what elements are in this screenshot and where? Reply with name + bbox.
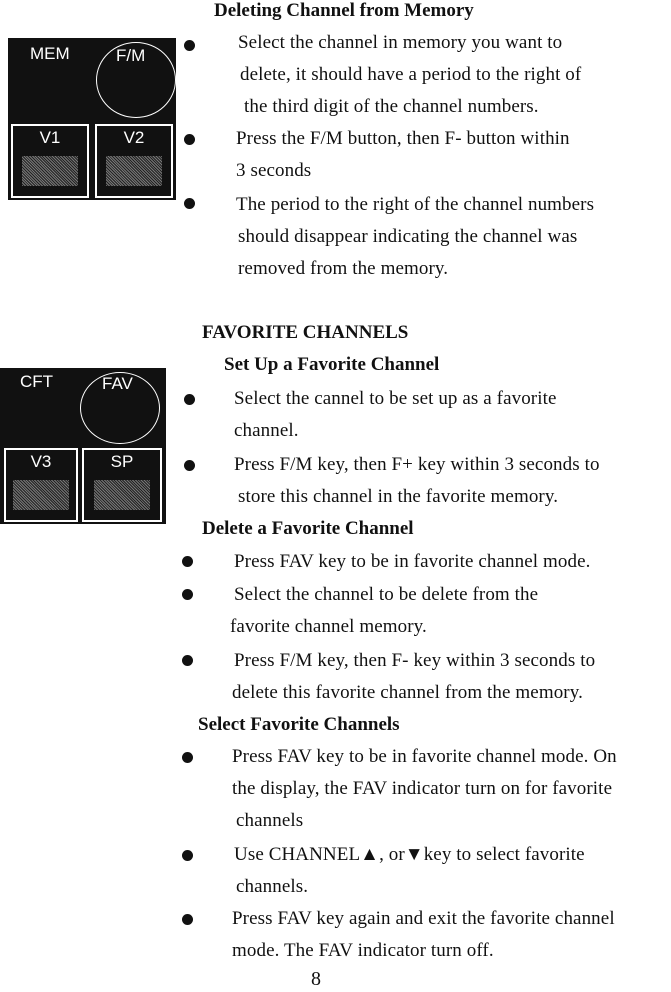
page-number: 8 <box>311 968 321 990</box>
keypad-mem-fm <box>8 38 176 200</box>
keypad-cft-fav <box>0 368 166 524</box>
v1-button <box>11 124 89 198</box>
v3-button-face <box>13 480 69 510</box>
bullet <box>182 655 193 666</box>
cft-label: CFT <box>20 372 54 391</box>
bullet <box>182 589 193 600</box>
deleting-line: removed from the memory. <box>238 258 449 279</box>
select-favorite-line: Press FAV key to be in favorite channel mode. On <box>232 746 617 767</box>
sp-button <box>82 448 162 522</box>
deleting-title: Deleting Channel from Memory <box>214 0 474 21</box>
v1-label: V1 <box>39 128 61 147</box>
select-favorite-line: Press FAV key again and exit the favorite channel <box>232 908 615 929</box>
bullet <box>182 752 193 763</box>
select-favorite-line: mode. The FAV indicator turn off. <box>232 940 494 961</box>
sp-label: SP <box>110 452 134 471</box>
bullet <box>184 134 195 145</box>
setup-line: store this channel in the favorite memory. <box>238 486 559 507</box>
deleting-line: Press the F/M button, then F- button within <box>236 128 570 149</box>
setup-line: channel. <box>234 420 299 441</box>
v2-button <box>95 124 173 198</box>
select-favorite-title: Select Favorite Channels <box>198 714 400 735</box>
mem-label: MEM <box>30 44 70 63</box>
favorite-title: FAVORITE CHANNELS <box>202 322 409 343</box>
setup-line: Select the cannel to be set up as a favorite <box>234 388 557 409</box>
sp-button-face <box>94 480 150 510</box>
select-favorite-line: the display, the FAV indicator turn on for favorite <box>232 778 613 799</box>
v1-button-face <box>22 156 78 186</box>
select-favorite-line: channels. <box>236 876 309 897</box>
deleting-line: The period to the right of the channel numbers <box>236 194 595 215</box>
deleting-line: should disappear indicating the channel was <box>238 226 578 247</box>
delete-favorite-title: Delete a Favorite Channel <box>202 518 414 539</box>
fm-label: F/M <box>116 46 146 65</box>
v2-label: V2 <box>123 128 145 147</box>
bullet <box>184 460 195 471</box>
deleting-line: 3 seconds <box>236 160 312 181</box>
delete-favorite-line: Press FAV key to be in favorite channel mode. <box>234 551 591 572</box>
setup-line: Press F/M key, then F+ key within 3 seconds to <box>234 454 600 475</box>
delete-favorite-line: favorite channel memory. <box>230 616 427 637</box>
delete-favorite-line: Select the channel to be delete from the <box>234 584 539 605</box>
setup-title: Set Up a Favorite Channel <box>224 354 440 375</box>
bullet <box>184 198 195 209</box>
v3-button <box>4 448 78 522</box>
select-favorite-line: channels <box>236 810 304 831</box>
bullet <box>182 556 193 567</box>
bullet <box>182 850 193 861</box>
deleting-line: Select the channel in memory you want to <box>238 32 563 53</box>
bullet <box>182 914 193 925</box>
delete-favorite-line: delete this favorite channel from the memory. <box>232 682 583 703</box>
bullet <box>184 40 195 51</box>
bullet <box>184 394 195 405</box>
select-favorite-line: Use CHANNEL▲, or▼key to select favorite <box>234 844 585 865</box>
v2-button-face <box>106 156 162 186</box>
deleting-line: the third digit of the channel numbers. <box>244 96 539 117</box>
v3-label: V3 <box>30 452 52 471</box>
fav-label: FAV <box>102 374 133 393</box>
delete-favorite-line: Press F/M key, then F- key within 3 seconds to <box>234 650 596 671</box>
deleting-line: delete, it should have a period to the right of <box>240 64 582 85</box>
